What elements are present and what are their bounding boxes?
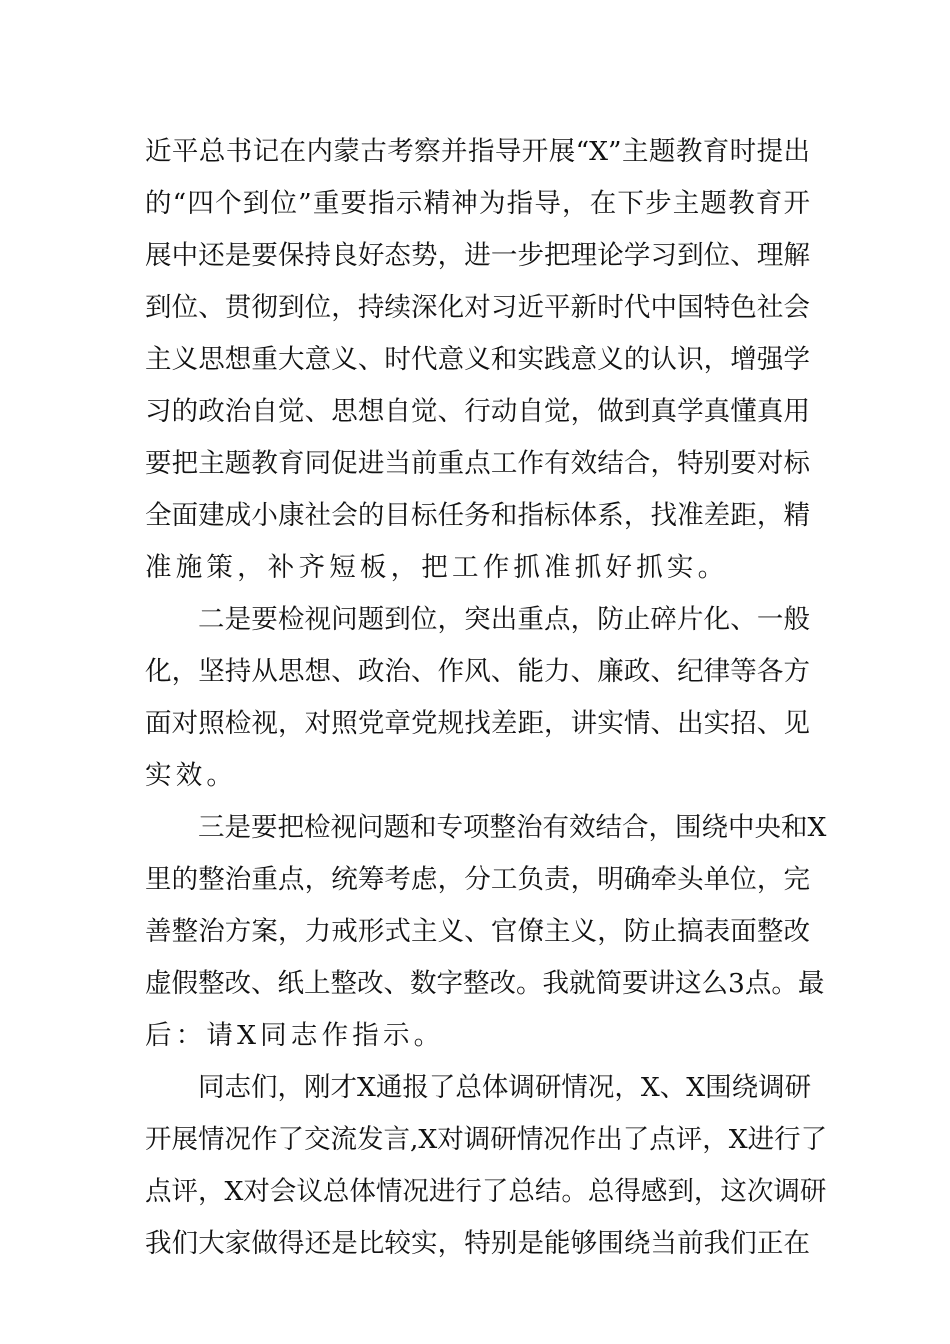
text-line: 习的政治自觉、思想自觉、行动自觉，做到真学真懂真用	[145, 396, 810, 427]
text-line: 实效。	[145, 760, 238, 791]
text-line: 要把主题教育同促进当前重点工作有效结合，特别要对标	[145, 448, 810, 479]
text-line: 展中还是要保持良好态势，进一步把理论学习到位、理解	[145, 240, 810, 271]
text-line: 准施策，补齐短板，把工作抓准抓好抓实。	[145, 552, 729, 583]
text-line: 的“四个到位”重要指示精神为指导，在下步主题教育开	[145, 188, 810, 219]
text-line: 点评，X对会议总体情况进行了总结。总得感到，这次调研	[145, 1176, 827, 1207]
text-line: 里的整治重点，统筹考虑，分工负责，明确牵头单位，完	[145, 864, 810, 895]
text-line: 近平总书记在内蒙古考察并指导开展“X”主题教育时提出	[145, 136, 810, 167]
text-line: 主义思想重大意义、时代意义和实践意义的认识，增强学	[145, 344, 810, 375]
text-line: 虚假整改、纸上整改、数字整改。我就简要讲这么3点。最	[145, 968, 825, 999]
paragraph-first-line: 二是要检视问题到位，突出重点，防止碎片化、一般	[198, 604, 810, 635]
text-line: 到位、贯彻到位，持续深化对习近平新时代中国特色社会	[145, 292, 810, 323]
text-line: 化，坚持从思想、政治、作风、能力、廉政、纪律等各方	[145, 656, 810, 687]
text-line: 我们大家做得还是比较实，特别是能够围绕当前我们正在	[145, 1228, 810, 1259]
text-line: 后：请X同志作指示。	[145, 1020, 445, 1051]
text-line: 善整治方案，力戒形式主义、官僚主义，防止搞表面整改	[145, 916, 810, 947]
paragraph-first-line: 同志们，刚才X通报了总体调研情况，X、X围绕调研	[198, 1072, 812, 1103]
text-line: 开展情况作了交流发言,X对调研情况作出了点评，X进行了	[145, 1124, 828, 1155]
text-line: 面对照检视，对照党章党规找差距，讲实情、出实招、见	[145, 708, 810, 739]
text-line: 全面建成小康社会的目标任务和指标体系，找准差距，精	[145, 500, 810, 531]
paragraph-first-line: 三是要把检视问题和专项整治有效结合，围绕中央和X	[198, 812, 827, 843]
